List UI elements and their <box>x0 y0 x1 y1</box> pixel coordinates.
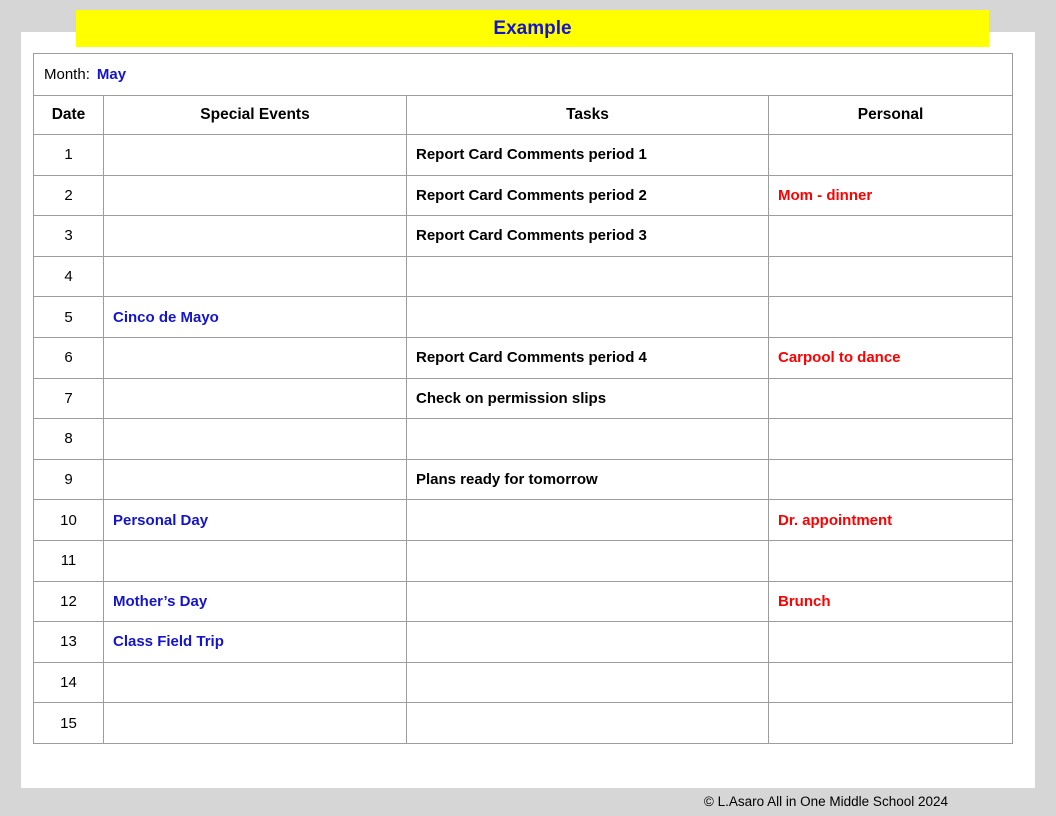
special-events-cell <box>104 662 407 703</box>
table-row <box>34 419 1013 460</box>
table-row <box>34 500 1013 541</box>
tasks-cell <box>407 662 769 703</box>
personal-cell <box>769 297 1013 338</box>
tasks-cell: Report Card Comments period 3 <box>407 216 769 257</box>
table-row <box>34 256 1013 297</box>
month-row <box>34 54 1013 96</box>
special-events-cell <box>104 216 407 257</box>
table-row <box>34 622 1013 663</box>
personal-cell: Dr. appointment <box>769 500 1013 541</box>
tasks-cell <box>407 581 769 622</box>
date-cell: 8 <box>34 419 104 460</box>
date-cell: 13 <box>34 622 104 663</box>
personal-cell: Carpool to dance <box>769 337 1013 378</box>
date-cell: 3 <box>34 216 104 257</box>
special-events-cell: Class Field Trip <box>104 622 407 663</box>
date-cell: 5 <box>34 297 104 338</box>
month-value: May <box>96 66 127 83</box>
column-header-special-events: Special Events <box>104 96 407 135</box>
special-events-cell <box>104 419 407 460</box>
date-cell: 15 <box>34 703 104 744</box>
tasks-cell: Report Card Comments period 4 <box>407 337 769 378</box>
monthly-planner-table <box>33 53 1013 744</box>
tasks-cell <box>407 297 769 338</box>
table-row <box>34 581 1013 622</box>
special-events-cell: Mother’s Day <box>104 581 407 622</box>
tasks-cell: Report Card Comments period 1 <box>407 135 769 176</box>
personal-cell <box>769 419 1013 460</box>
month-label: Month: <box>44 66 90 83</box>
personal-cell <box>769 703 1013 744</box>
personal-cell <box>769 256 1013 297</box>
date-cell: 11 <box>34 540 104 581</box>
personal-cell <box>769 135 1013 176</box>
personal-cell: Mom - dinner <box>769 175 1013 216</box>
personal-cell <box>769 662 1013 703</box>
column-header-date: Date <box>34 96 104 135</box>
date-cell: 10 <box>34 500 104 541</box>
month-cell <box>34 54 1013 96</box>
tasks-cell <box>407 419 769 460</box>
table-row <box>34 662 1013 703</box>
special-events-cell <box>104 256 407 297</box>
table-row <box>34 216 1013 257</box>
table-row <box>34 703 1013 744</box>
tasks-cell: Report Card Comments period 2 <box>407 175 769 216</box>
date-cell: 7 <box>34 378 104 419</box>
personal-cell <box>769 216 1013 257</box>
column-header-personal: Personal <box>769 96 1013 135</box>
special-events-cell <box>104 459 407 500</box>
header-row <box>34 96 1013 135</box>
personal-cell <box>769 540 1013 581</box>
personal-cell <box>769 622 1013 663</box>
table-row <box>34 297 1013 338</box>
personal-cell <box>769 378 1013 419</box>
date-cell: 4 <box>34 256 104 297</box>
table-row <box>34 378 1013 419</box>
tasks-cell <box>407 500 769 541</box>
tasks-cell <box>407 622 769 663</box>
special-events-cell: Personal Day <box>104 500 407 541</box>
tasks-cell <box>407 703 769 744</box>
tasks-cell <box>407 256 769 297</box>
table-row <box>34 540 1013 581</box>
special-events-cell <box>104 175 407 216</box>
table-row <box>34 459 1013 500</box>
date-cell: 12 <box>34 581 104 622</box>
personal-cell <box>769 459 1013 500</box>
date-cell: 9 <box>34 459 104 500</box>
special-events-cell <box>104 540 407 581</box>
table-row <box>34 337 1013 378</box>
special-events-cell <box>104 135 407 176</box>
date-cell: 14 <box>34 662 104 703</box>
special-events-cell <box>104 337 407 378</box>
tasks-cell: Check on permission slips <box>407 378 769 419</box>
date-cell: 1 <box>34 135 104 176</box>
personal-cell: Brunch <box>769 581 1013 622</box>
copyright-text: © L.Asaro All in One Middle School 2024 <box>703 794 948 809</box>
title-banner <box>76 10 989 47</box>
date-cell: 6 <box>34 337 104 378</box>
banner-title: Example <box>493 18 572 39</box>
tasks-cell: Plans ready for tomorrow <box>407 459 769 500</box>
special-events-cell <box>104 378 407 419</box>
special-events-cell: Cinco de Mayo <box>104 297 407 338</box>
date-cell: 2 <box>34 175 104 216</box>
table-row <box>34 135 1013 176</box>
special-events-cell <box>104 703 407 744</box>
column-header-tasks: Tasks <box>407 96 769 135</box>
table-row <box>34 175 1013 216</box>
tasks-cell <box>407 540 769 581</box>
